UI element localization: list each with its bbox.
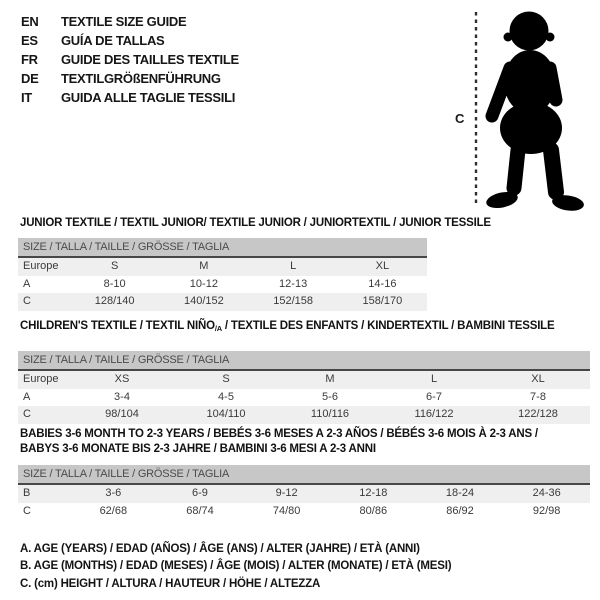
table-row-europe <box>18 258 427 276</box>
height-value: 158/170 <box>362 295 403 307</box>
footnote-b: B. AGE (MONTHS) / EDAD (MESES) / ÂGE (MOIS) / ALTER (MONATE) / ETÀ (MESI) <box>20 560 452 573</box>
size-header-bar: SIZE / TALLA / TAILLE / GRÖSSE / TAGLIA <box>18 465 590 485</box>
height-value: 80/86 <box>359 504 388 517</box>
lang-row-it <box>21 88 239 107</box>
title-text: / TEXTILE DES ENFANTS / KINDERTEXTIL / BAMBINI TESSILE <box>221 320 555 332</box>
lang-label: TEXTILE SIZE GUIDE <box>61 14 187 29</box>
height-value: 104/110 <box>206 408 246 420</box>
size-header-bar: SIZE / TALLA / TAILLE / GRÖSSE / TAGLIA <box>18 351 590 371</box>
row-label: B <box>23 487 31 499</box>
babies-section-title <box>20 427 538 457</box>
footnote-a: A. AGE (YEARS) / EDAD (AÑOS) / ÂGE (ANS) / ALTER (JAHRE) / ETÀ (ANNI) <box>20 543 420 555</box>
size-value: XL <box>531 373 545 385</box>
height-value: 152/158 <box>273 295 313 307</box>
height-value: 68/74 <box>186 504 214 517</box>
title-line-2: BABYS 3-6 MONATE BIS 2-3 JAHRE / BAMBINI 3-6 MESI A 2-3 ANNI <box>20 443 376 455</box>
baby-silhouette-icon <box>485 12 585 213</box>
age-value: 24-36 <box>532 487 561 499</box>
lang-row-de <box>21 69 239 88</box>
size-header-bar: SIZE / TALLA / TAILLE / GRÖSSE / TAGLIA <box>18 238 427 258</box>
children-section-title <box>20 319 554 336</box>
title-text: CHILDREN'S TEXTILE / TEXTIL NIÑO <box>20 320 215 332</box>
size-value: S <box>110 260 119 272</box>
size-value: M <box>325 373 335 385</box>
lang-code: DE <box>21 71 39 86</box>
lang-code: IT <box>21 90 32 105</box>
table-row-height <box>18 293 427 311</box>
junior-section-title: JUNIOR TEXTILE / TEXTIL JUNIOR/ TEXTILE JUNIOR / JUNIORTEXTIL / JUNIOR TESSILE <box>20 217 491 229</box>
children-size-table <box>18 351 590 424</box>
height-value: 86/92 <box>446 504 474 517</box>
height-value: 110/116 <box>310 408 350 420</box>
height-value: 140/152 <box>183 295 224 307</box>
lang-label: GUIDA ALLE TAGLIE TESSILI <box>61 90 236 105</box>
table-row-age <box>18 389 590 407</box>
age-value: 5-6 <box>322 390 338 403</box>
age-value: 12-13 <box>279 277 308 290</box>
footnote-c: C. (cm) HEIGHT / ALTURA / HAUTEUR / HÖHE / ALTEZZA <box>20 577 321 590</box>
title-line-1: BABIES 3-6 MONTH TO 2-3 YEARS / BEBÉS 3-6 MESES A 2-3 AÑOS / BÉBÉS 3-6 MOIS À 2-3 ANS / <box>20 428 538 440</box>
row-label: C <box>23 295 31 307</box>
height-value: 92/98 <box>532 504 561 517</box>
footnote-legend <box>20 541 451 593</box>
babies-size-table <box>18 465 590 520</box>
row-label: C <box>23 408 31 420</box>
measure-label-c: C <box>455 111 465 126</box>
height-value: 116/122 <box>414 408 454 420</box>
row-label: C <box>23 504 31 517</box>
row-label: Europe <box>23 373 59 385</box>
size-value: M <box>199 260 209 272</box>
lang-label: TEXTILGRÖßENFÜHRUNG <box>61 71 221 86</box>
age-value: 6-9 <box>192 487 208 499</box>
junior-size-table <box>18 238 427 311</box>
height-value: 98/104 <box>105 408 139 420</box>
lang-code: ES <box>21 33 38 48</box>
size-value: L <box>290 260 297 272</box>
lang-label: GUÍA DE TALLAS <box>61 33 165 48</box>
table-row-age <box>18 276 427 294</box>
size-value: S <box>222 373 230 385</box>
table-row-height <box>18 503 590 521</box>
size-value: XS <box>114 373 130 385</box>
age-value: 6-7 <box>426 390 442 403</box>
age-value: 12-18 <box>359 487 388 499</box>
age-value: 7-8 <box>530 390 546 403</box>
size-value: XL <box>375 260 390 272</box>
age-value: 9-12 <box>275 487 298 499</box>
height-value: 128/140 <box>94 295 135 307</box>
table-row-age-months <box>18 485 590 503</box>
height-measure-figure <box>448 4 600 212</box>
age-value: 3-6 <box>105 487 122 499</box>
lang-code: EN <box>21 14 39 29</box>
row-label: Europe <box>23 260 59 272</box>
height-value: 122/128 <box>518 408 558 420</box>
age-value: 8-10 <box>103 277 126 290</box>
lang-row-fr <box>21 50 239 69</box>
age-value: 14-16 <box>368 277 397 290</box>
age-value: 18-24 <box>445 487 475 499</box>
age-value: 3-4 <box>114 390 130 403</box>
row-label: A <box>23 390 31 403</box>
lang-row-es <box>21 31 239 50</box>
row-label: A <box>23 277 31 290</box>
size-value: L <box>430 373 438 385</box>
height-value: 62/68 <box>99 504 128 517</box>
table-row-europe <box>18 371 590 389</box>
language-title-list <box>21 12 239 107</box>
title-subscript: /A <box>214 324 222 333</box>
lang-code: FR <box>21 52 38 67</box>
height-value: 74/80 <box>272 504 301 517</box>
table-row-height <box>18 406 590 424</box>
lang-label: GUIDE DES TAILLES TEXTILE <box>61 52 239 67</box>
age-value: 4-5 <box>218 390 234 403</box>
age-value: 10-12 <box>189 277 218 290</box>
lang-row-en <box>21 12 239 31</box>
